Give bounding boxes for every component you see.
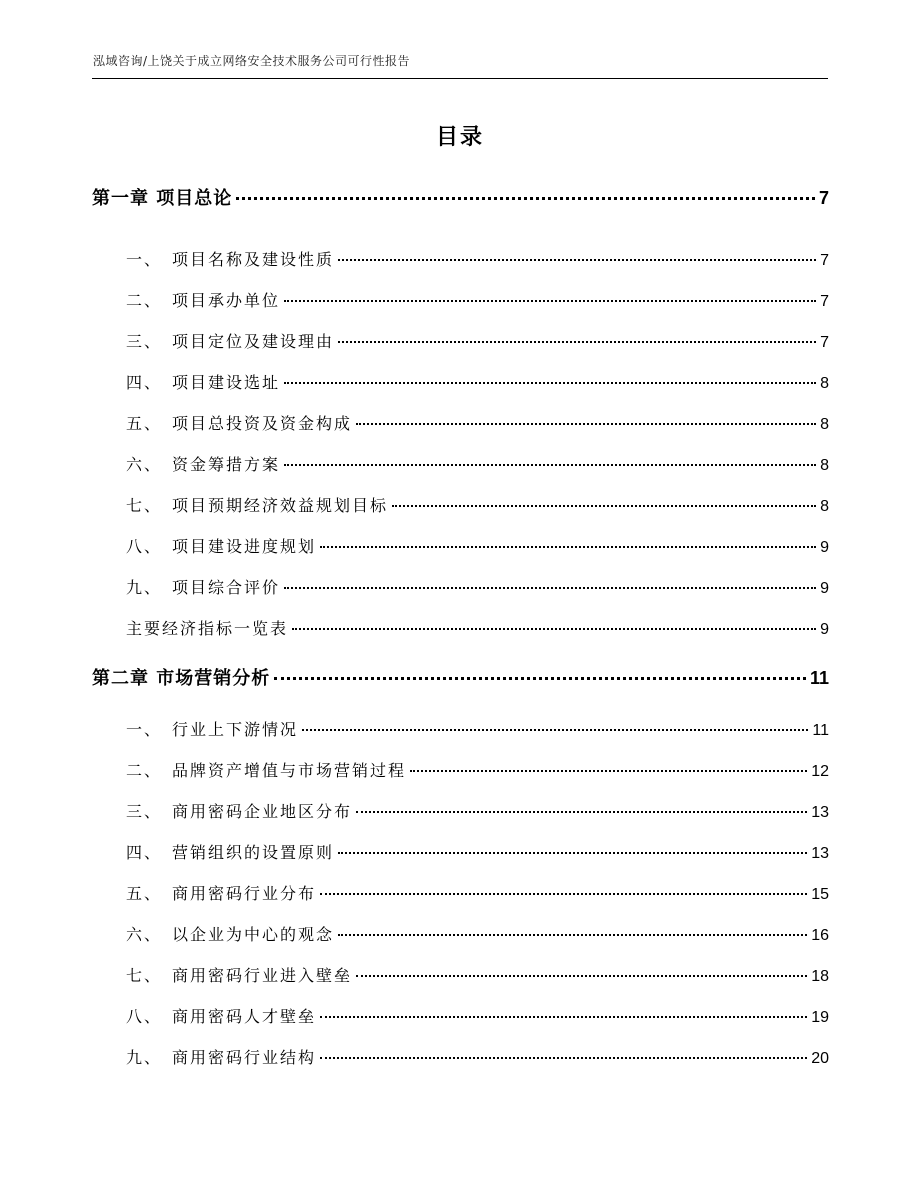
entry-number: 三、 — [126, 802, 163, 821]
dot-leader — [284, 300, 816, 302]
toc-entry[interactable] — [126, 840, 829, 863]
entry-number: 四、 — [126, 373, 163, 392]
toc-entry[interactable] — [126, 1004, 829, 1027]
page-number: 8 — [820, 457, 829, 474]
entry-number: 七、 — [126, 966, 163, 985]
toc-chapter-2[interactable] — [92, 664, 829, 690]
page-number: 18 — [811, 968, 829, 985]
chapter-label: 第二章 市场营销分析 — [92, 668, 271, 689]
page-number: 8 — [820, 416, 829, 433]
page-number: 16 — [811, 927, 829, 944]
entry-title: 商用密码行业进入壁垒 — [172, 966, 353, 985]
entry-number: 八、 — [126, 537, 163, 556]
page-number: 19 — [811, 1009, 829, 1026]
entry-number: 九、 — [126, 1048, 163, 1067]
dot-leader — [356, 811, 807, 813]
entry-number: 四、 — [126, 843, 163, 862]
toc-entry[interactable] — [126, 922, 829, 945]
entry-title: 行业上下游情况 — [172, 720, 299, 739]
page-number: 7 — [818, 188, 829, 208]
dot-leader — [356, 423, 816, 425]
toc-entry[interactable] — [126, 575, 829, 598]
dot-leader — [392, 505, 816, 507]
dot-leader — [338, 341, 816, 343]
dot-leader — [236, 197, 815, 200]
entry-number: 八、 — [126, 1007, 163, 1026]
entry-title: 资金筹措方案 — [172, 455, 281, 474]
entry-number: 五、 — [126, 884, 163, 903]
dot-leader — [320, 546, 816, 548]
entry-title: 以企业为中心的观念 — [172, 925, 335, 944]
toc-entry[interactable] — [126, 799, 829, 822]
toc-entry[interactable] — [126, 411, 829, 434]
dot-leader — [338, 852, 807, 854]
dot-leader — [338, 259, 816, 261]
entry-number: 二、 — [126, 291, 163, 310]
toc-entry[interactable] — [126, 452, 829, 475]
page-number: 9 — [820, 580, 829, 597]
entry-title: 商用密码行业分布 — [172, 884, 317, 903]
toc-entry[interactable] — [126, 1045, 829, 1068]
page-number: 7 — [820, 334, 829, 351]
page-number: 13 — [811, 845, 829, 862]
dot-leader — [302, 729, 808, 731]
running-header: 泓域咨询/上饶关于成立网络安全技术服务公司可行性报告 — [93, 54, 411, 68]
dot-leader — [284, 464, 816, 466]
toc-entry[interactable] — [126, 963, 829, 986]
entry-title: 商用密码人才壁垒 — [172, 1007, 317, 1026]
page-number: 7 — [820, 293, 829, 310]
page-number: 9 — [820, 539, 829, 556]
entry-title: 主要经济指标一览表 — [126, 619, 289, 638]
toc-entry[interactable] — [126, 717, 829, 740]
entry-title: 项目建设进度规划 — [172, 537, 317, 556]
entry-title: 品牌资产增值与市场营销过程 — [172, 761, 407, 780]
page-number: 8 — [820, 375, 829, 392]
page-number: 15 — [811, 886, 829, 903]
toc-entry[interactable] — [126, 534, 829, 557]
toc-entry[interactable] — [126, 758, 829, 781]
toc-entry[interactable] — [126, 616, 829, 639]
chapter-label: 第一章 项目总论 — [92, 188, 233, 209]
entry-title: 项目名称及建设性质 — [172, 250, 335, 269]
dot-leader — [320, 1057, 807, 1059]
page-number: 12 — [811, 763, 829, 780]
entry-number: 三、 — [126, 332, 163, 351]
entry-number: 九、 — [126, 578, 163, 597]
dot-leader — [320, 893, 807, 895]
page-number: 9 — [820, 621, 829, 638]
entry-title: 项目预期经济效益规划目标 — [172, 496, 389, 515]
entry-title: 商用密码企业地区分布 — [172, 802, 353, 821]
entry-number: 六、 — [126, 455, 163, 474]
dot-leader — [338, 934, 807, 936]
dot-leader — [356, 975, 807, 977]
dot-leader — [320, 1016, 807, 1018]
entry-title: 项目总投资及资金构成 — [172, 414, 353, 433]
toc-entry[interactable] — [126, 370, 829, 393]
page-number: 11 — [809, 668, 829, 688]
dot-leader — [284, 382, 816, 384]
page-number: 20 — [811, 1050, 829, 1067]
entry-number: 二、 — [126, 761, 163, 780]
entry-title: 项目定位及建设理由 — [172, 332, 335, 351]
entry-title: 项目综合评价 — [172, 578, 281, 597]
dot-leader — [284, 587, 816, 589]
toc-entry[interactable] — [126, 247, 829, 270]
dot-leader — [410, 770, 807, 772]
toc-entry[interactable] — [126, 493, 829, 516]
entry-title: 商用密码行业结构 — [172, 1048, 317, 1067]
toc-title: 目录 — [435, 125, 484, 150]
page-number: 11 — [812, 722, 829, 739]
entry-number: 一、 — [126, 250, 163, 269]
dot-leader — [274, 677, 806, 680]
page-number: 13 — [811, 804, 829, 821]
toc-entry[interactable] — [126, 288, 829, 311]
entry-title: 项目建设选址 — [172, 373, 281, 392]
entry-number: 六、 — [126, 925, 163, 944]
entry-number: 七、 — [126, 496, 163, 515]
page-number: 8 — [820, 498, 829, 515]
header-rule — [92, 78, 828, 79]
entry-number: 五、 — [126, 414, 163, 433]
dot-leader — [292, 628, 816, 630]
page-number: 7 — [820, 252, 829, 269]
entry-title: 营销组织的设置原则 — [172, 843, 335, 862]
entry-number: 一、 — [126, 720, 163, 739]
toc-entry[interactable] — [126, 329, 829, 352]
toc-entry[interactable] — [126, 881, 829, 904]
toc-chapter-1[interactable] — [92, 184, 829, 210]
entry-title: 项目承办单位 — [172, 291, 281, 310]
